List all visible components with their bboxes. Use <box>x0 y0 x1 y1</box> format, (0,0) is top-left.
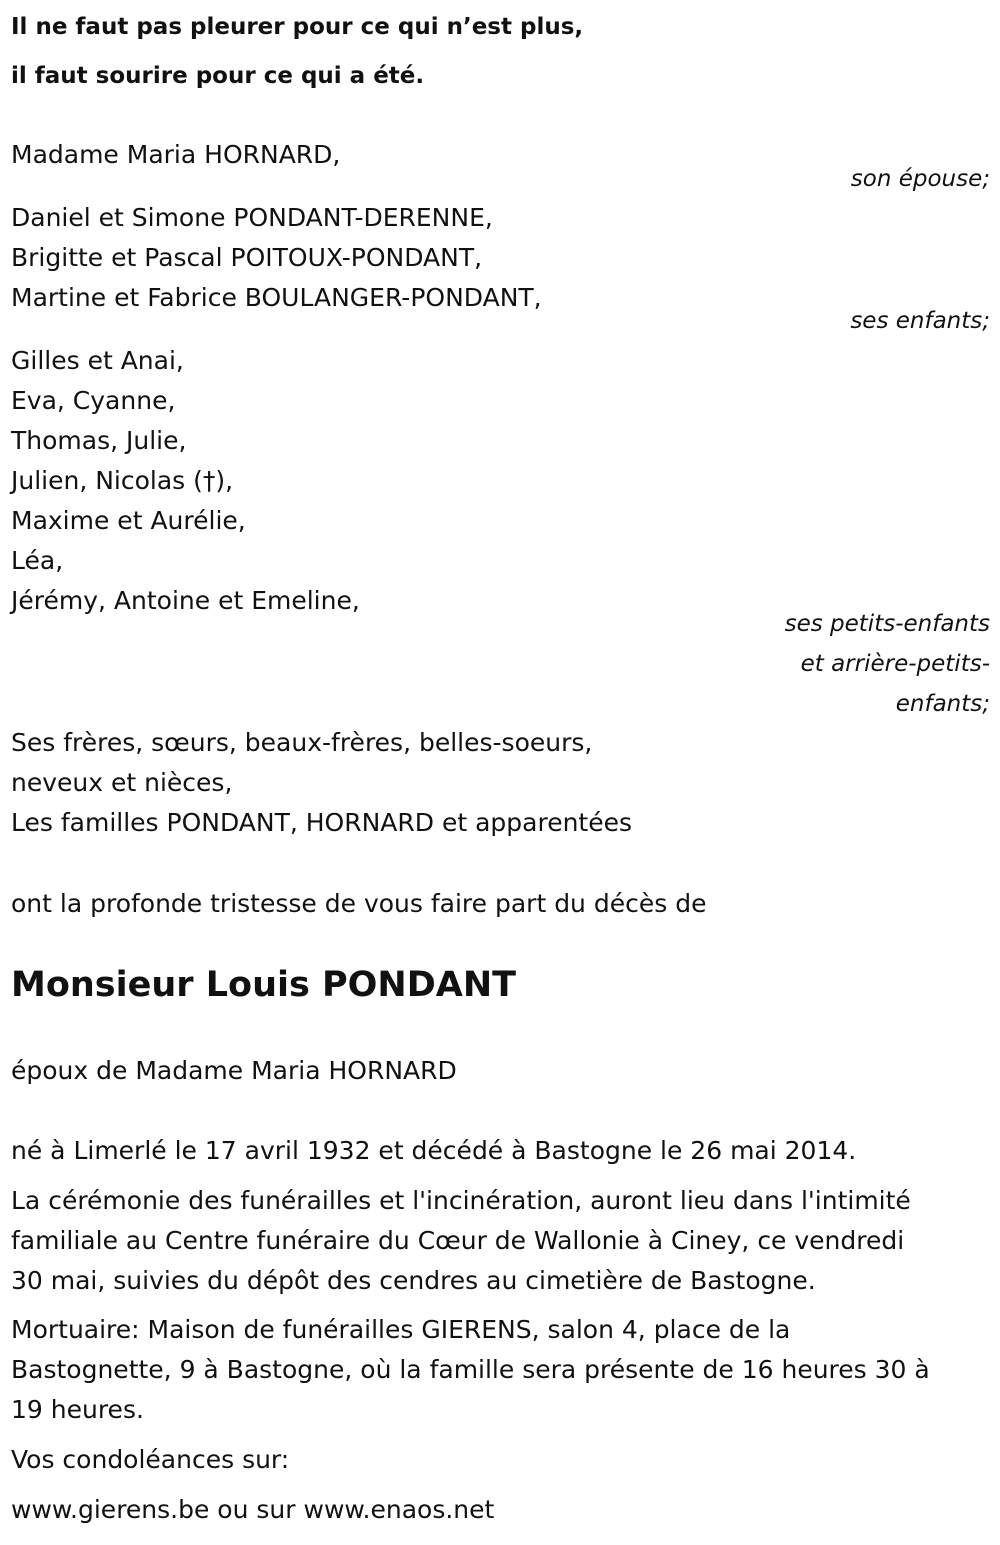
grandchild-3: Thomas, Julie, <box>11 426 187 455</box>
quote-line-1: Il ne faut pas pleurer pour ce qui n’est plus, <box>11 14 584 40</box>
mortuary-line-2: Bastognette, 9 à Bastogne, où la famille sera présente de 16 heures 30 à <box>11 1355 930 1384</box>
grandchild-7: Jérémy, Antoine et Emeline, <box>11 586 360 615</box>
family-line-1: Ses frères, sœurs, beaux-frères, belles-soeurs, <box>11 728 593 757</box>
spouse-name: Madame Maria HORNARD, <box>11 140 341 169</box>
announcement: ont la profonde tristesse de vous faire part du décès de <box>11 889 707 918</box>
children-role: ses enfants; <box>850 308 990 334</box>
ceremony-line-2: familiale au Centre funéraire du Cœur de Wallonie à Ciney, ce vendredi <box>11 1226 905 1255</box>
mortuary-line-1: Mortuaire: Maison de funérailles GIERENS, salon 4, place de la <box>11 1315 791 1344</box>
spouse-role: son épouse; <box>850 166 990 192</box>
grandchild-2: Eva, Cyanne, <box>11 386 176 415</box>
condolences-links: www.gierens.be ou sur www.enaos.net <box>11 1495 495 1524</box>
family-line-2: neveux et nièces, <box>11 768 233 797</box>
grandchildren-role-line-3: enfants; <box>895 691 990 717</box>
grandchild-4: Julien, Nicolas (†), <box>11 466 234 495</box>
deceased-name: Monsieur Louis PONDANT <box>11 965 517 1005</box>
grandchild-1: Gilles et Anai, <box>11 346 184 375</box>
condolences-label: Vos condoléances sur: <box>11 1445 290 1474</box>
grandchildren-role-line-2: et arrière-petits- <box>800 651 990 677</box>
ceremony-line-1: La cérémonie des funérailles et l'incinération, auront lieu dans l'intimité <box>11 1186 911 1215</box>
quote-line-2: il faut sourire pour ce qui a été. <box>11 63 425 89</box>
deceased-spouse-of: époux de Madame Maria HORNARD <box>11 1056 457 1085</box>
child-3: Martine et Fabrice BOULANGER-PONDANT, <box>11 283 542 312</box>
ceremony-line-3: 30 mai, suivies du dépôt des cendres au cimetière de Bastogne. <box>11 1266 816 1295</box>
child-1: Daniel et Simone PONDANT-DERENNE, <box>11 203 493 232</box>
child-2: Brigitte et Pascal POITOUX-PONDANT, <box>11 243 483 272</box>
family-line-3: Les familles PONDANT, HORNARD et apparentées <box>11 808 633 837</box>
grandchild-6: Léa, <box>11 546 64 575</box>
deceased-dates: né à Limerlé le 17 avril 1932 et décédé à Bastogne le 26 mai 2014. <box>11 1136 857 1165</box>
mortuary-line-3: 19 heures. <box>11 1395 144 1424</box>
grandchild-5: Maxime et Aurélie, <box>11 506 246 535</box>
grandchildren-role-line-1: ses petits-enfants <box>784 611 990 637</box>
